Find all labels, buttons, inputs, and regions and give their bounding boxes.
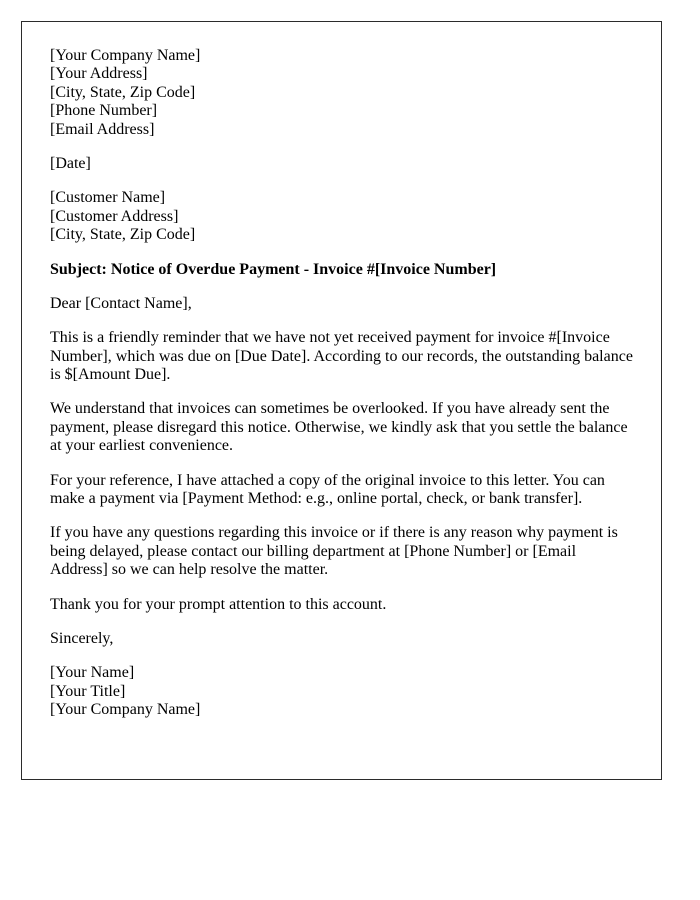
sender-phone-line: [Phone Number]	[50, 102, 158, 120]
closing: Sincerely,	[50, 629, 114, 647]
sender-address-line: [Your Address]	[50, 65, 148, 83]
recipient-city-line: [City, State, Zip Code]	[50, 226, 196, 244]
signature-company-line: [Your Company Name]	[50, 701, 201, 719]
salutation: Dear [Contact Name],	[50, 294, 192, 312]
thank-you-line: Thank you for your prompt attention to this account.	[50, 595, 387, 613]
body-paragraph-reminder: This is a friendly reminder that we have not yet received payment for invoice #[Invoice Number], which was due on [Due Date]. According to our records, the outstanding balance is $[Amount Due].	[50, 329, 633, 384]
recipient-address-line: [Customer Address]	[50, 207, 179, 225]
sender-company-line: [Your Company Name]	[50, 47, 201, 64]
body-paragraph-overlooked: We understand that invoices can sometimes be overlooked. If you have already sent the payment, please disregard this notice. Otherwise, we kindly ask that you settle the balance at your earliest convenience.	[50, 400, 628, 455]
sender-address-block	[50, 47, 633, 139]
recipient-address-block	[50, 189, 633, 244]
body-paragraph-questions: If you have any questions regarding this invoice or if there is any reason why payment is being delayed, please contact our billing department at [Phone Number] or [Email Address] so we can help resolve the matter.	[50, 524, 618, 579]
sender-city-line: [City, State, Zip Code]	[50, 83, 196, 101]
recipient-name-line: [Customer Name]	[50, 189, 166, 207]
signature-name-line: [Your Name]	[50, 664, 135, 682]
body-paragraph-reference: For your reference, I have attached a copy of the original invoice to this letter. You can make a payment via [Payment Method: e.g., online portal, check, or bank transfer].	[50, 471, 605, 508]
letter-page	[21, 21, 662, 780]
signature-block	[50, 664, 633, 719]
signature-title-line: [Your Title]	[50, 682, 126, 700]
sender-email-line: [Email Address]	[50, 120, 155, 138]
date-line: [Date]	[50, 154, 91, 172]
subject-line: Subject: Notice of Overdue Payment - Invoice #[Invoice Number]	[50, 260, 497, 278]
